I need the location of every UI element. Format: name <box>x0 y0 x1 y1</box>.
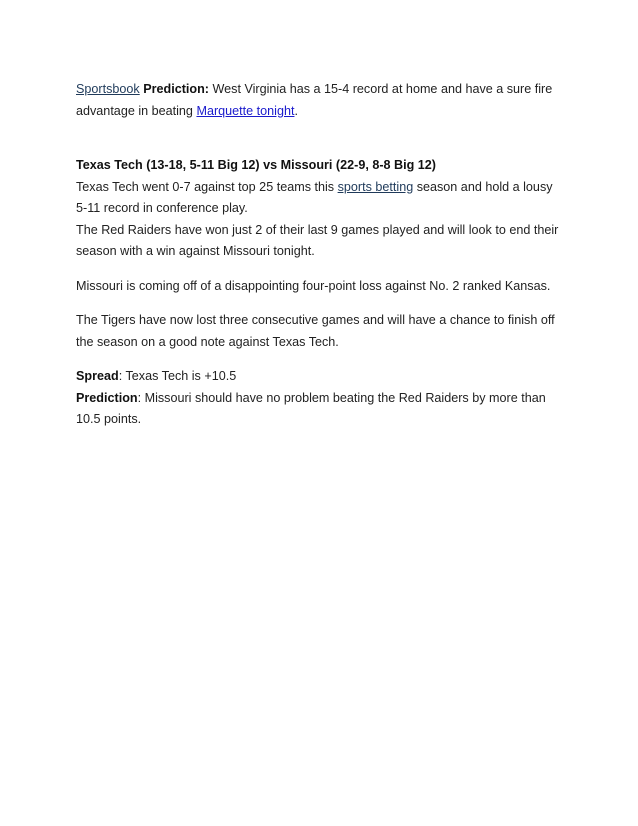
prediction-line <box>76 388 566 431</box>
matchup-heading <box>76 155 566 177</box>
intro-paragraph <box>76 79 566 122</box>
spread-label: Spread <box>76 369 119 383</box>
missouri-paragraph: Missouri is coming off of a disappointing four-point loss against No. 2 ranked Kansas. <box>76 278 551 293</box>
intro-end: . <box>294 103 298 118</box>
sports-betting-link[interactable]: sports betting <box>337 179 414 194</box>
tigers-paragraph: The Tigers have now lost three consecutive games and will have a chance to finish off the season on a good note against Texas Tech. <box>76 313 555 349</box>
texas-tech-text-end: season and hold a lousy 5-11 record in conference play. <box>76 179 553 215</box>
matchup-heading-text: Texas Tech (13-18, 5-11 Big 12) vs Missouri (22-9, 8-8 Big 12) <box>76 158 437 172</box>
prediction-value: : Missouri should have no problem beating the Red Raiders by more than 10.5 points. <box>76 390 546 426</box>
spread-value: : Texas Tech is +10.5 <box>118 369 237 383</box>
marquette-tonight-link[interactable]: Marquette tonight <box>196 103 295 118</box>
texas-tech-record-paragraph <box>76 177 566 220</box>
red-raiders-paragraph: The Red Raiders have won just 2 of their last 9 games played and will look to end their season with a win against Missouri tonight. <box>76 222 559 258</box>
spread-line <box>76 366 566 388</box>
prediction-label: Prediction: <box>143 82 209 96</box>
document-page <box>76 79 566 431</box>
sportsbook-link[interactable]: Sportsbook <box>76 82 140 96</box>
prediction-bold-label: Prediction <box>76 390 138 405</box>
intro-text: West Virginia has a 15-4 record at home and have a sure fire advantage in beating <box>76 82 553 118</box>
texas-tech-text: Texas Tech went 0-7 against top 25 teams this <box>76 179 338 194</box>
